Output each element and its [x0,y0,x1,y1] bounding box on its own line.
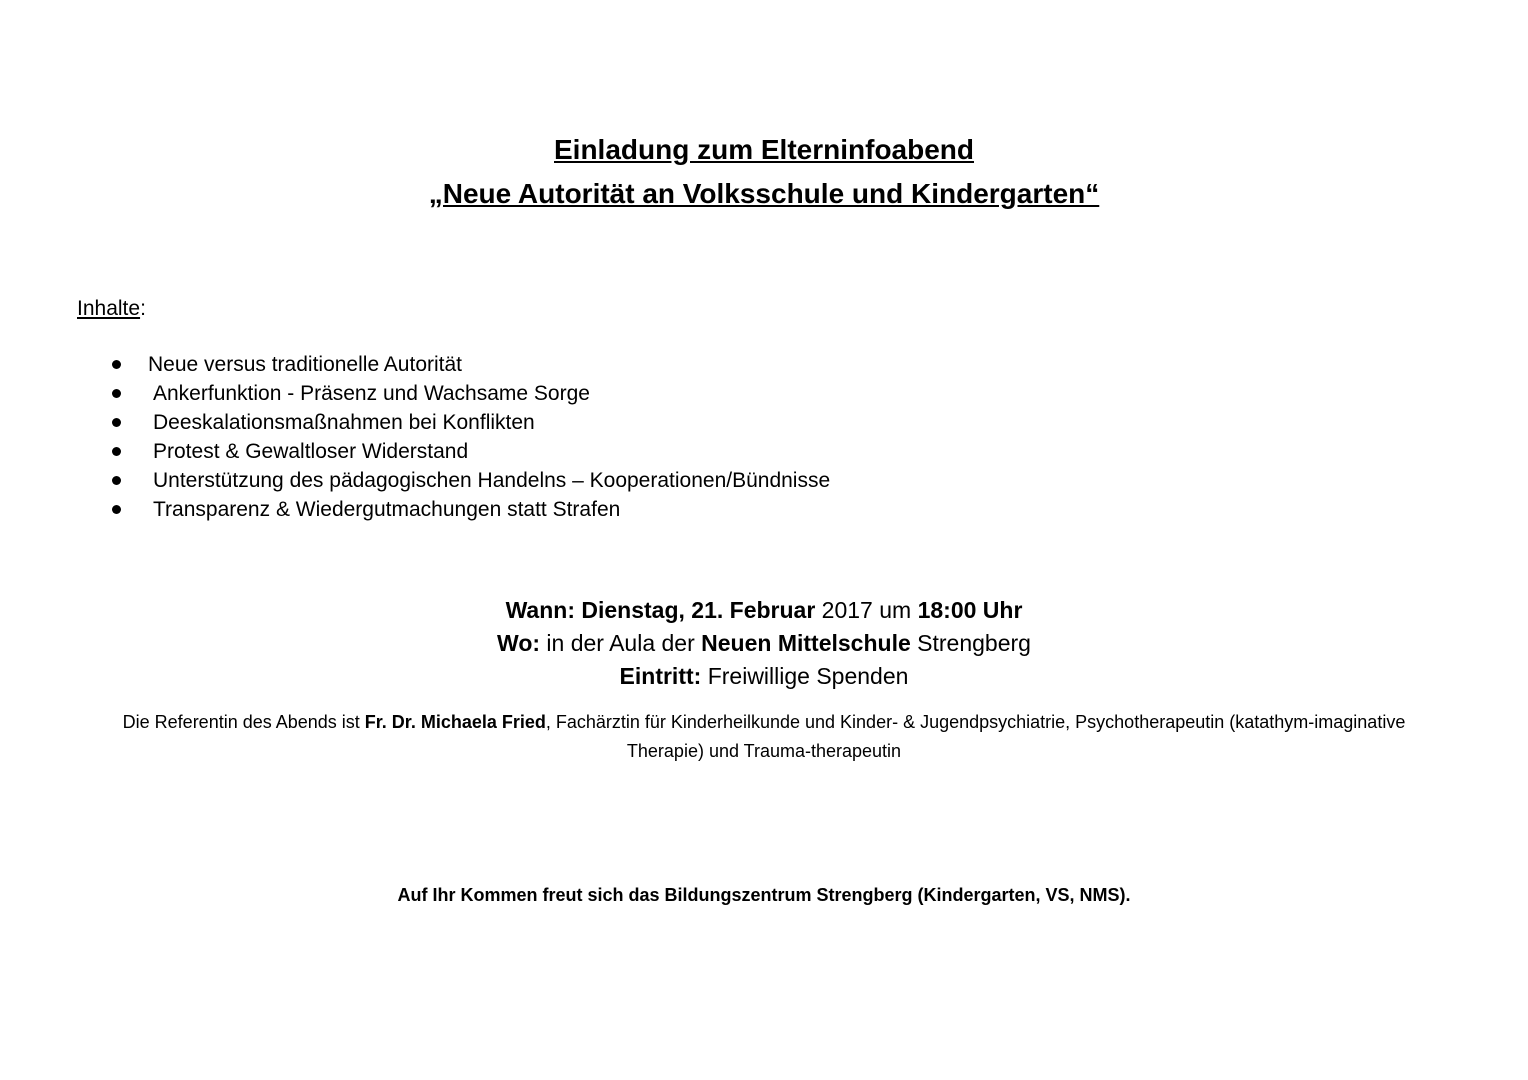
event-when [0,594,1528,627]
contents-heading [77,296,146,322]
event-where-label: Wo: [497,630,541,656]
event-where-text-2: Strengberg [910,630,1031,656]
event-when-label: Wann: Dienstag, 21. Februar [505,597,816,623]
speaker-intro: Die Referentin des Abends ist [122,712,365,732]
title-block [0,128,1528,216]
closing-line: Auf Ihr Kommen freut sich das Bildungszentrum Strengberg (Kindergarten, VS, NMS). [397,885,1131,905]
list-item-text: Ankerfunktion - Präsenz und Wachsame Sorge [153,382,590,405]
speaker-description: , Fachärztin für Kinderheilkunde und Kinder- & Jugendpsychiatrie, Psychotherapeutin (katathym-imaginative Therapie) und Trauma-therapeutin [545,712,1406,761]
page-subtitle: „Neue Autorität an Volksschule und Kindergarten“ [428,178,1100,209]
contents-heading-colon: : [140,297,146,320]
list-item [108,408,830,437]
event-entry-text: Freiwillige Spenden [701,663,909,689]
speaker-info [95,708,1433,766]
list-item [108,437,830,466]
list-item-text: Neue versus traditionelle Autorität [148,353,463,376]
list-item [108,495,830,524]
bullet-icon [112,389,121,398]
bullet-icon [112,360,121,369]
contents-heading-label: Inhalte [77,297,141,320]
event-entry-label: Eintritt: [619,663,702,689]
bullet-icon [112,505,121,514]
bullet-icon [112,476,121,485]
list-item [108,466,830,495]
event-entry [0,660,1528,693]
speaker-name: Fr. Dr. Michaela Fried [364,712,546,732]
list-item-text: Protest & Gewaltloser Widerstand [153,440,469,463]
page-title: Einladung zum Elterninfoabend [554,134,974,165]
event-where-text-1: in der Aula der [540,630,702,656]
event-details [0,594,1528,693]
bullet-icon [112,418,121,427]
list-item-text: Unterstützung des pädagogischen Handelns – Kooperationen/Bündnisse [153,469,831,492]
list-item [108,350,830,379]
list-item [108,379,830,408]
list-item-text: Deeskalationsmaßnahmen bei Konflikten [153,411,535,434]
bullet-icon [112,447,121,456]
topic-list [108,350,830,524]
event-year: 2017 um [815,597,918,623]
event-where [0,627,1528,660]
event-time: 18:00 Uhr [917,597,1023,623]
event-where-venue: Neuen Mittelschule [701,630,911,656]
list-item-text: Transparenz & Wiedergutmachungen statt Strafen [153,498,621,521]
